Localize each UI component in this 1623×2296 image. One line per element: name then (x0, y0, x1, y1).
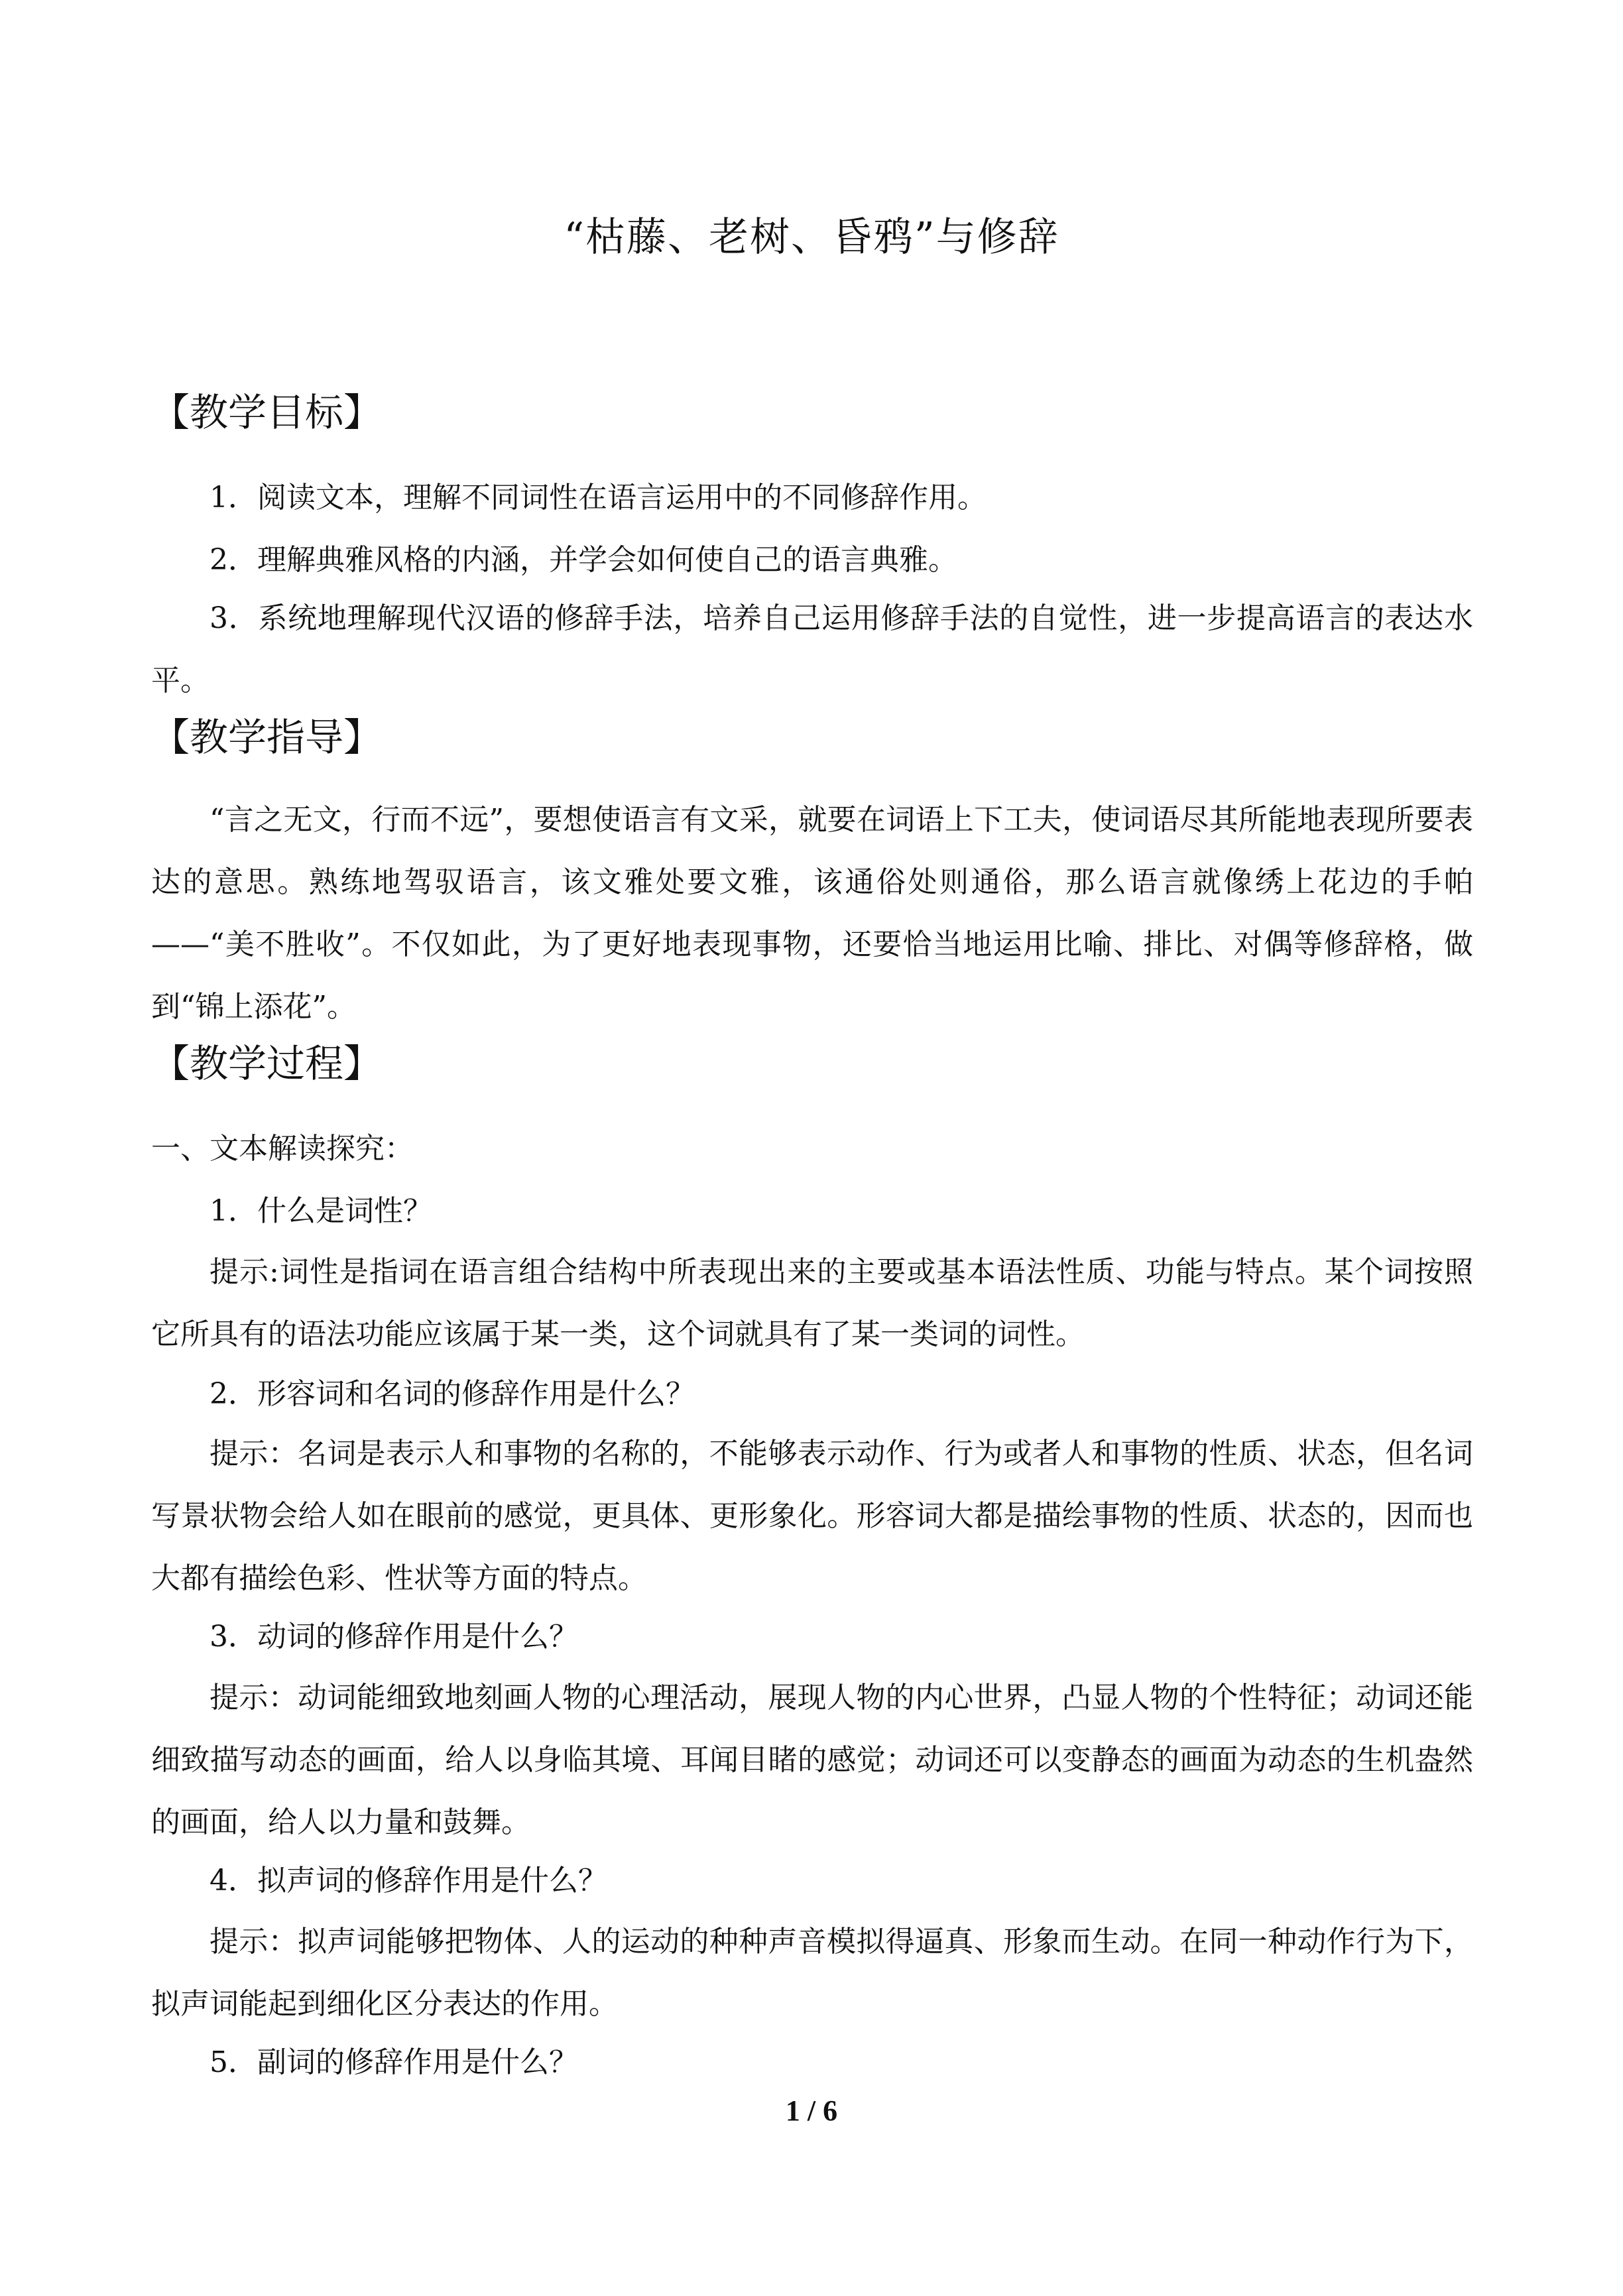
section-heading-goals: 【教学目标】 (151, 390, 383, 435)
question-item: 3．动词的修辞作用是什么？ (210, 1620, 578, 1654)
answer-paragraph: 提示：拟声词能够把物体、人的运动的种种声音模拟得逼真、形象而生动。在同一种动作行为下，拟声词能起到细化区分表达的作用。 (151, 1925, 1473, 2021)
answer-paragraph: 提示：动词能细致地刻画人物的心理活动，展现人物的内心世界，凸显人物的个性特征；动词还能细致描写动态的画面，给人以身临其境、耳闻目睹的感觉；动词还可以变静态的画面为动态的生机盎然的画面，给人以力量和鼓舞。 (151, 1681, 1473, 1839)
question-item: 5．副词的修辞作用是什么？ (210, 2045, 578, 2079)
process-part-heading: 一、文本解读探究： (151, 1132, 414, 1166)
guidance-paragraph: “言之无文，行而不远”，要想使语言有文采，就要在词语上下工夫，使词语尽其所能地表现所要表达的意思。熟练地驾驭语言，该文雅处要文雅，该通俗处则通俗，那么语言就像绣上花边的手帕——“美不胜收”。不仅如此，为了更好地表现事物，还要恰当地运用比喻、排比、对偶等修辞格，做到“锦上添花”。 (151, 803, 1473, 1024)
section-heading-guidance: 【教学指导】 (151, 715, 383, 760)
goal-item: 2．理解典雅风格的内涵，并学会如何使自己的语言典雅。 (210, 543, 957, 577)
page-number: 1 / 6 (785, 2094, 838, 2127)
answer-paragraph: 提示：名词是表示人和事物的名称的，不能够表示动作、行为或者人和事物的性质、状态，但名词写景状物会给人如在眼前的感觉，更具体、更形象化。形容词大都是描绘事物的性质、状态的，因而也大都有描绘色彩、性状等方面的特点。 (151, 1437, 1473, 1595)
answer-paragraph: 提示:词性是指词在语言组合结构中所表现出来的主要或基本语法性质、功能与特点。某个词按照它所具有的语法功能应该属于某一类，这个词就具有了某一类词的词性。 (151, 1255, 1473, 1351)
question-item: 2．形容词和名词的修辞作用是什么？ (210, 1377, 695, 1411)
question-item: 4．拟声词的修辞作用是什么？ (210, 1864, 607, 1898)
section-heading-process: 【教学过程】 (151, 1041, 383, 1086)
goal-item: 3．系统地理解现代汉语的修辞手法，培养自己运用修辞手法的自觉性，进一步提高语言的表达水平。 (151, 601, 1473, 697)
document-title: “枯藤、老树、昏鸦”与修辞 (564, 214, 1059, 261)
question-item: 1．什么是词性？ (210, 1194, 432, 1228)
goal-item: 1．阅读文本，理解不同词性在语言运用中的不同修辞作用。 (210, 481, 987, 514)
